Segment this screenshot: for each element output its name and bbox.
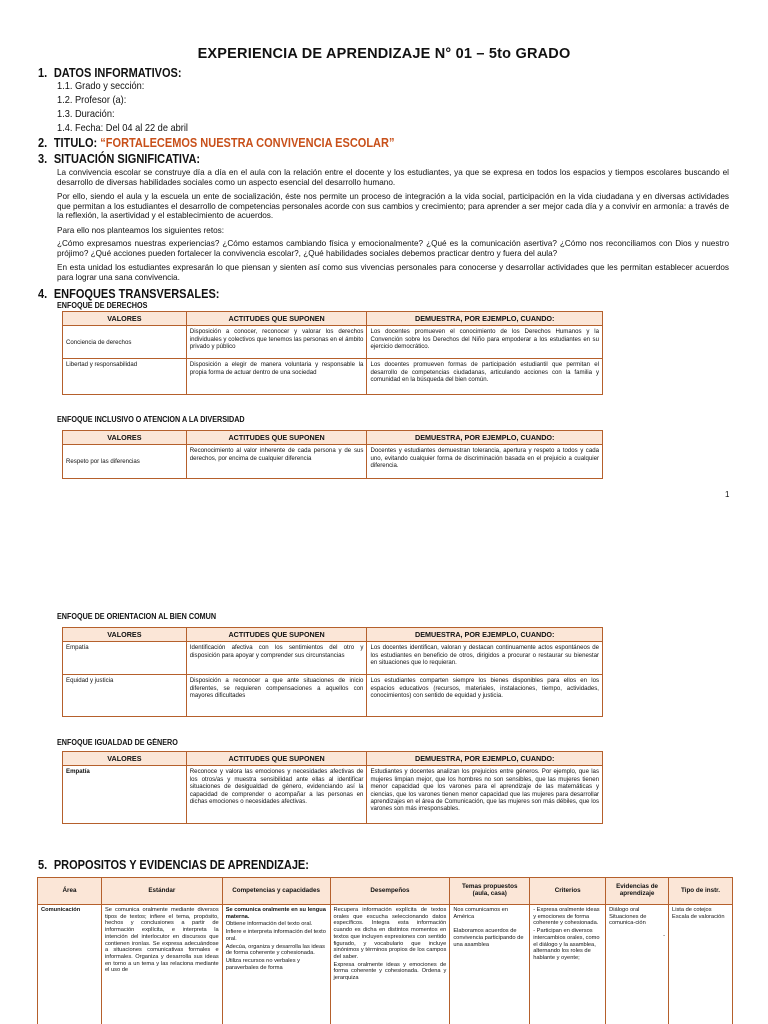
column-header-evidencias: Evidencias de aprendizaje <box>606 878 669 905</box>
enfoque-bien-comun-table <box>62 627 603 717</box>
valor-cell: Conciencia de derechos <box>63 326 187 359</box>
info-fecha: 1.4. Fecha: Del 04 al 22 de abril <box>57 122 188 134</box>
criterio-item: - Participan en diversos intercambios orales, como el diálogo y la asamblea, alternando los roles de hablante y oyente; <box>533 928 600 961</box>
section-5-heading <box>38 858 309 872</box>
column-header-area: Área <box>38 878 102 905</box>
column-header-valores: VALORES <box>63 312 187 326</box>
estandar-cell: Se comunica oralmente mediante diversos tipos de textos; infiere el tema, propósito, hechos y conclusiones a partir de información explícita, e interpreta la intención del interlocutor en discursos que contienen ironías. Se expresa adecuándose a situaciones comunicativas formales e informales. Organiza y desarrolla sus ideas en torno a un tema y las relaciona mediante el uso de <box>101 905 222 1024</box>
actitud-cell: Disposición a conocer, reconocer y valorar los derechos individuales y colectivos que tenemos las personas en el ámbito privado y público <box>186 326 367 359</box>
capacidad-item: Utiliza recursos no verbales y paraverbales de forma <box>225 957 300 971</box>
criterio-item: - Expresa oralmente ideas y emociones de forma coherente y cohesionada. <box>533 907 600 927</box>
info-duracion: 1.3. Duración: <box>57 108 115 120</box>
table-row <box>63 675 603 717</box>
section-number: 2. <box>38 136 48 150</box>
document-title: EXPERIENCIA DE APRENDIZAJE N° 01 – 5to GRADO <box>197 46 571 62</box>
column-header-actitudes: ACTITUDES QUE SUPONEN <box>186 312 367 326</box>
evidencias-cell <box>606 905 669 1024</box>
column-header-actitudes: ACTITUDES QUE SUPONEN <box>186 628 367 642</box>
actitud-cell: Identificación afectiva con los sentimientos del otro y disposición para apoyar y comprender sus circunstancias <box>186 642 367 675</box>
area-cell: Comunicación <box>38 905 102 1024</box>
actitud-cell: Reconoce y valora las emociones y necesidades afectivas de los otros/as y muestra sensibilidad ante ellas al identificar situaciones de desigualdad de género, evidenciando así la capacidad de comprender o acompañar a las personas en dichas emociones o necesidades afectivas. <box>186 766 367 824</box>
info-profesor: 1.2. Profesor (a): <box>57 94 127 106</box>
column-header-temas: Temas propuestos (aula, casa) <box>450 878 530 905</box>
demuestra-cell: Los estudiantes comparten siempre los bienes disponibles para ellos en los espacios educativos (recursos, materiales, instalaciones, tiempo, actividades, conocimientos) con sentido de equidad y justicia. <box>367 675 603 717</box>
valor-cell: Libertad y responsabilidad <box>63 359 187 395</box>
column-header-valores: VALORES <box>63 628 187 642</box>
column-header-demuestra: DEMUESTRA, POR EJEMPLO, CUANDO: <box>367 431 603 445</box>
section-number: 5. <box>38 858 48 872</box>
column-header-valores: VALORES <box>63 431 187 445</box>
section-1-heading <box>38 66 182 80</box>
section-number: 1. <box>38 66 48 80</box>
demuestra-cell: Los docentes promueven formas de participación estudiantil que permitan el desarrollo de competencias ciudadanas, articulando acciones con la familia y comunidad en la búsqueda del bien común. <box>367 359 603 395</box>
valor-cell: Empatía <box>63 766 187 824</box>
section-4-heading <box>38 287 219 301</box>
desempeno-item: Expresa oralmente ideas y emociones de forma coherente y cohesionada. Ordena y jerarquiza <box>333 961 447 982</box>
valor-cell: Equidad y justicia <box>63 675 187 717</box>
table-header-row <box>63 312 603 326</box>
competencias-cell <box>222 905 330 1024</box>
situation-paragraph-1: La convivencia escolar se construye día a día en el aula con la relación entre el docente y los estudiantes, ya que se expresa en todos los espacios y tiempos escolares buscando el desarrollo de diversas habilidades sociales como un aspecto esencial del desarrollo humano. <box>57 168 729 187</box>
column-header-competencias: Competencias y capacidades <box>222 878 330 905</box>
situation-paragraph-2: Por ello, siendo el aula y la escuela un ente de socialización, éste nos permite un proceso de integración a la vida social, participación en la vida ciudadana y en diversas actividades que permitan a los estudiantes el desarrollo de competencias personales acorde con sus cambios y crecimiento; para aprender a ser mejor cada día y a convivir en armonía: a través de la reflexión, la asertividad y el establecimiento de acuerdos. <box>57 192 729 221</box>
table-row <box>63 359 603 395</box>
instrumentos-cell <box>669 905 733 1024</box>
situation-paragraph-5: En esta unidad los estudiantes expresarán lo que piensan y sienten así como sus vivencias personales para conocerse y desarrollar actividades que les permitan establecer acuerdos para lograr una sana convivencia. <box>57 263 729 282</box>
valor-cell: Empatía <box>63 642 187 675</box>
column-header-instrumentos: Tipo de instr. <box>669 878 733 905</box>
enfoque-genero-label: ENFOQUE IGUALDAD DE GÉNERO <box>57 738 178 747</box>
section-heading-text: TITULO: <box>53 136 98 150</box>
demuestra-cell: Estudiantes y docentes analizan los prejuicios entre géneros. Por ejemplo, que las mujeres limpian mejor, que los hombres no son sensibles, que las mujeres tienen menor capacidad que los varones para el aprendizaje de las matemáticas y ciencias, que los varones tienen menor capacidad que las mujeres para desarrollar aprendizajes en el área de Comunicación, que las mujeres son más débiles, que los varones son más irresponsables. <box>367 766 603 824</box>
table-row <box>63 445 603 479</box>
capacidad-item: Adecúa, organiza y desarrolla las ideas de forma coherente y cohesionada. <box>225 943 325 957</box>
situation-paragraph-4: ¿Cómo expresamos nuestras experiencias? ¿Cómo estamos cambiando física y emocionalmente? ¿Qué es la comunicación asertiva? ¿Cómo nos reconciliamos con Dios y nuestro prójimo? ¿Qué acciones pueden fortalecer la convivencia escolar?, ¿Qué habilidades sociales debemos practicar dentro y fuera del aula? <box>57 239 729 258</box>
instrumento-item: Lista de cotejos <box>672 907 712 913</box>
valor-cell: Respeto por las diferencias <box>63 445 187 479</box>
actitud-cell: Reconocimiento al valor inherente de cada persona y de sus derechos, por encima de cualquier diferencia <box>186 445 367 479</box>
section-heading-text: PROPOSITOS Y EVIDENCIAS DE APRENDIZAJE: <box>53 858 309 872</box>
section-number: 3. <box>38 152 48 166</box>
section-heading-text: ENFOQUES TRANSVERSALES: <box>53 287 220 301</box>
table-row <box>63 766 603 824</box>
column-header-demuestra: DEMUESTRA, POR EJEMPLO, CUANDO: <box>367 628 603 642</box>
capacidad-item: Obtiene información del texto oral. <box>225 921 313 928</box>
enfoque-derechos-table <box>62 311 603 395</box>
capacidad-item: Infiere e interpreta información del texto oral. <box>225 929 326 942</box>
enfoque-genero-table <box>62 751 603 824</box>
demuestra-cell: Los docentes identifican, valoran y destacan continuamente actos espontáneos de los estudiantes en beneficio de otros, dirigidos a procurar o restaurar su bienestar en situaciones que lo requieran. <box>367 642 603 675</box>
table-row <box>38 905 733 1024</box>
column-header-demuestra: DEMUESTRA, POR EJEMPLO, CUANDO: <box>367 752 603 766</box>
enfoque-derechos-label: ENFOQUE DE DERECHOS <box>57 301 148 310</box>
table-row <box>63 642 603 675</box>
criterios-cell <box>530 905 606 1024</box>
instrumento-item: Escala de valoración <box>672 913 725 920</box>
propositos-table <box>37 877 733 1024</box>
desempenos-cell <box>330 905 450 1024</box>
temas-cell <box>450 905 530 1024</box>
column-header-valores: VALORES <box>63 752 187 766</box>
actitud-cell: Disposición a reconocer a que ante situaciones de inicio diferentes, se requieren compensaciones a aquellos con mayores dificultades <box>186 675 367 717</box>
column-header-criterios: Criterios <box>530 878 606 905</box>
demuestra-cell: Los docentes promueven el conocimiento de los Derechos Humanos y la Convención sobre los Derechos del Niño para empoderar a los estudiantes en su ejercicio democrático. <box>367 326 603 359</box>
enfoque-inclusivo-table <box>62 430 603 479</box>
table-header-row <box>63 628 603 642</box>
enfoque-bien-comun-label: ENFOQUE DE ORIENTACION AL BIEN COMUN <box>57 612 217 621</box>
demuestra-cell: Docentes y estudiantes demuestran tolerancia, apertura y respeto a todos y cada uno, evitando cualquier forma de discriminación basada en el prejuicio a cualquier diferencia. <box>367 445 603 479</box>
table-row <box>63 326 603 359</box>
column-header-demuestra: DEMUESTRA, POR EJEMPLO, CUANDO: <box>367 312 603 326</box>
page-number: 1 <box>725 490 730 499</box>
column-header-actitudes: ACTITUDES QUE SUPONEN <box>186 431 367 445</box>
section-heading-text: SITUACIÓN SIGNIFICATIVA: <box>53 152 201 166</box>
info-grado: 1.1. Grado y sección: <box>57 80 145 92</box>
section-heading-text: DATOS INFORMATIVOS: <box>53 66 182 80</box>
section-2-heading <box>38 136 394 150</box>
table-header-row <box>38 878 733 905</box>
column-header-estandar: Estándar <box>101 878 222 905</box>
table-header-row <box>63 752 603 766</box>
actitud-cell: Disposición a elegir de manera voluntaria y responsable la propia forma de actuar dentro de una sociedad <box>186 359 367 395</box>
competencia-title: Se comunica oralmente en su lengua materna. <box>225 907 326 920</box>
experience-title: “FORTALECEMOS NUESTRA CONVIVENCIA ESCOLAR” <box>100 136 395 150</box>
enfoque-inclusivo-label: ENFOQUE INCLUSIVO O ATENCION A LA DIVERSIDAD <box>57 415 245 424</box>
evidencia-item: Diálogo oral <box>609 907 640 913</box>
evidencia-mark: - <box>663 933 666 940</box>
situation-paragraph-3: Para ello nos planteamos los siguientes retos: <box>57 226 225 235</box>
tema-item: Nos comunicamos en América <box>453 907 508 920</box>
section-3-heading <box>38 152 200 166</box>
column-header-actitudes: ACTITUDES QUE SUPONEN <box>186 752 367 766</box>
evidencia-item: Situaciones de comunica-ción <box>609 913 647 927</box>
section-number: 4. <box>38 287 48 301</box>
desempeno-item: Recupera información explícita de textos orales que escucha seleccionando datos específicos. Integra esta información cuando es dicha en distintos momentos en textos que incluyen expresiones con sentido figurado, y vocabulario que incluye sinónimos y términos propios de los campos del saber. <box>333 907 447 960</box>
tema-item: Elaboramos acuerdos de convivencia participando de una asamblea <box>453 928 524 948</box>
column-header-desempenos: Desempeños <box>330 878 450 905</box>
table-header-row <box>63 431 603 445</box>
